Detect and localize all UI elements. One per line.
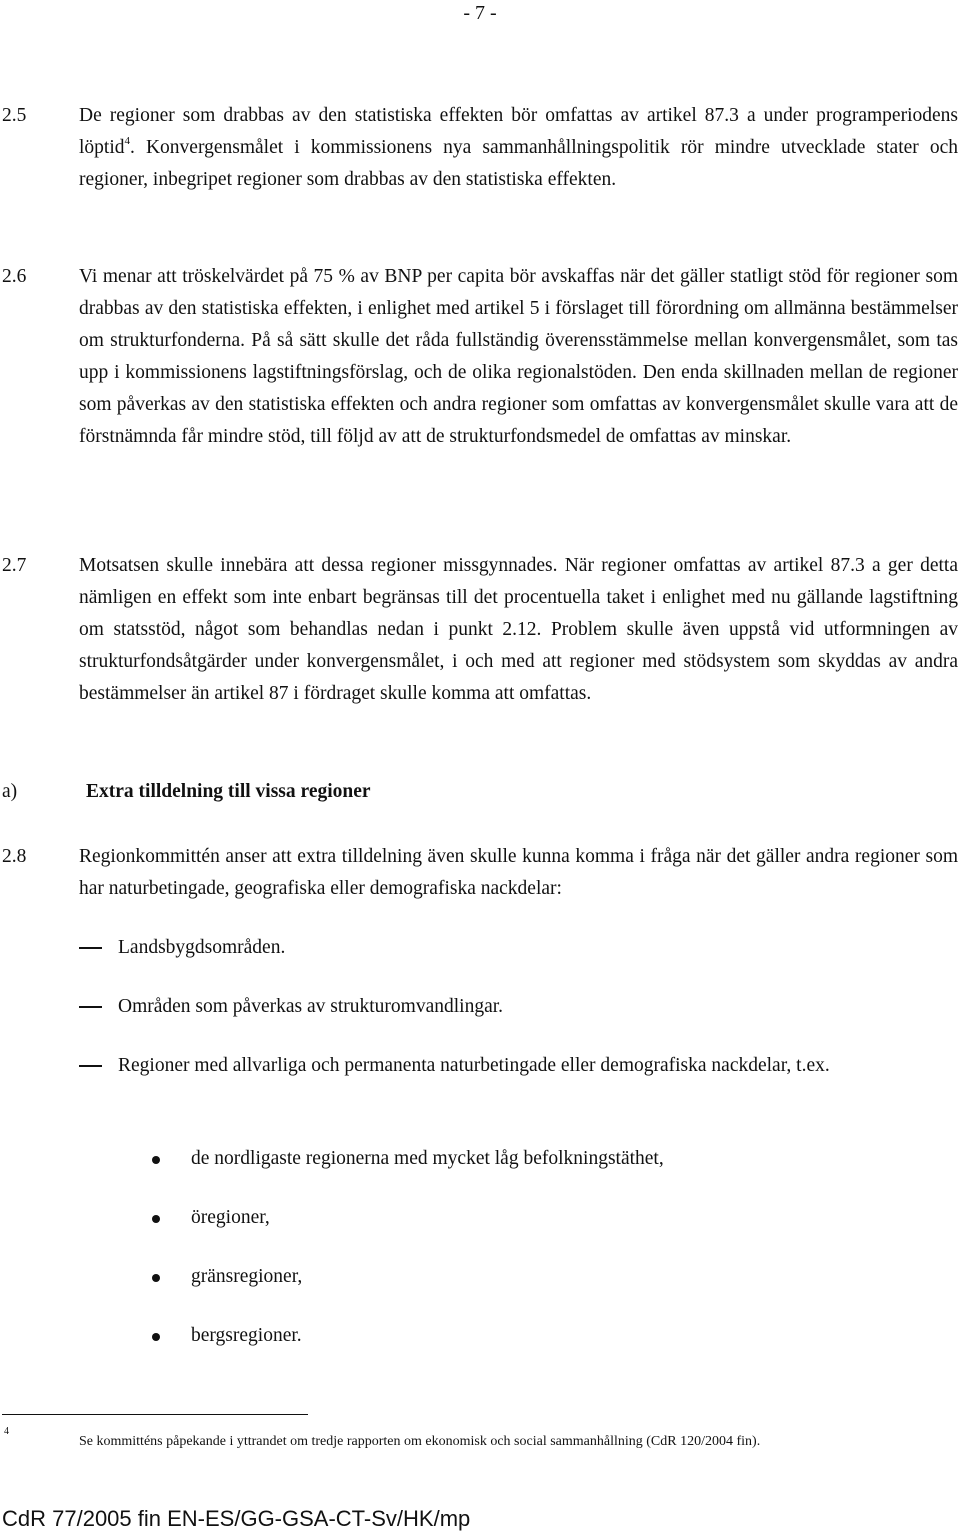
footnote-text: Se kommitténs påpekande i yttrandet om tredje rapporten om ekonomisk och social sammanhållning (CdR 120/2004 fin). bbox=[79, 1434, 761, 1449]
heading-number: a) bbox=[2, 781, 18, 802]
footnote-number: 4 bbox=[4, 1426, 9, 1437]
paragraph-number: 2.6 bbox=[2, 266, 27, 287]
bullet-marker bbox=[152, 1156, 160, 1164]
bullet-marker bbox=[152, 1215, 160, 1223]
dash-marker bbox=[79, 1006, 102, 1008]
heading-text: Extra tilldelning till vissa regioner bbox=[86, 781, 371, 802]
paragraph-text: De regioner som drabbas av den statistiska effekten bör omfattas av artikel 87.3 a under programperiodens löptid$^4$. Konvergensmålet i kommissionens nya sammanhållningspolitik rör mindre utvecklade stater och regioner, inbegripet regioner som drabbas av den statistiska effekten. bbox=[79, 105, 958, 190]
paragraph-number: 2.5 bbox=[2, 105, 27, 126]
bullet-marker bbox=[152, 1274, 160, 1282]
footnote-reference[interactable]: 4 bbox=[124, 135, 131, 147]
paragraph-text: Motsatsen skulle innebära att dessa regioner missgynnades. När regioner omfattas av artikel 87.3 a ger detta nämligen en effekt som inte enbart begränsas till det procentuella taket i enlighet med nu gällande lagstiftning om statsstöd, något som behandlas nedan i punkt 2.12. Problem skulle även uppstå vid utformningen av strukturfondsåtgärder under konvergensmålet, i och med att regioner med stödsystem som skyddas av andra bestämmelser än artikel 87 i fördraget skulle komma att omfattas. bbox=[79, 555, 958, 704]
bullet-marker bbox=[152, 1333, 160, 1341]
paragraph-text: Regionkommittén anser att extra tilldelning även skulle kunna komma i fråga när det gäller andra regioner som har naturbetingade, geografiska eller demografiska nackdelar: bbox=[79, 846, 958, 899]
paragraph-number: 2.8 bbox=[2, 846, 27, 867]
paragraph-text: Vi menar att tröskelvärdet på 75 % av BNP per capita bör avskaffas när det gäller statligt stöd för regioner som drabbas av den statistiska effekten, i enlighet med artikel 5 i förslaget till förordning om allmänna bestämmelser om strukturfonderna. På så sätt skulle det råda fullständig överensstämmelse mellan konvergensmålet, som tas upp i kommissionens lagstiftningsförslag, och de olika regionalstöden. Den enda skillnaden mellan de regioner som påverkas av den statistiska effekten och andra regioner som omfattas av konvergensmålet skulle vara att de förstnämnda får mindre stöd, till följd av att de strukturfondsmedel de omfattas av minskar. bbox=[79, 266, 958, 447]
footnote-separator bbox=[2, 1414, 308, 1415]
page-number: - 7 - bbox=[463, 2, 497, 24]
dash-marker bbox=[79, 947, 102, 949]
dash-marker bbox=[79, 1065, 102, 1067]
document-reference: CdR 77/2005 fin EN-ES/GG-GSA-CT-Sv/HK/mp bbox=[2, 1506, 471, 1531]
paragraph-number: 2.7 bbox=[2, 555, 27, 576]
